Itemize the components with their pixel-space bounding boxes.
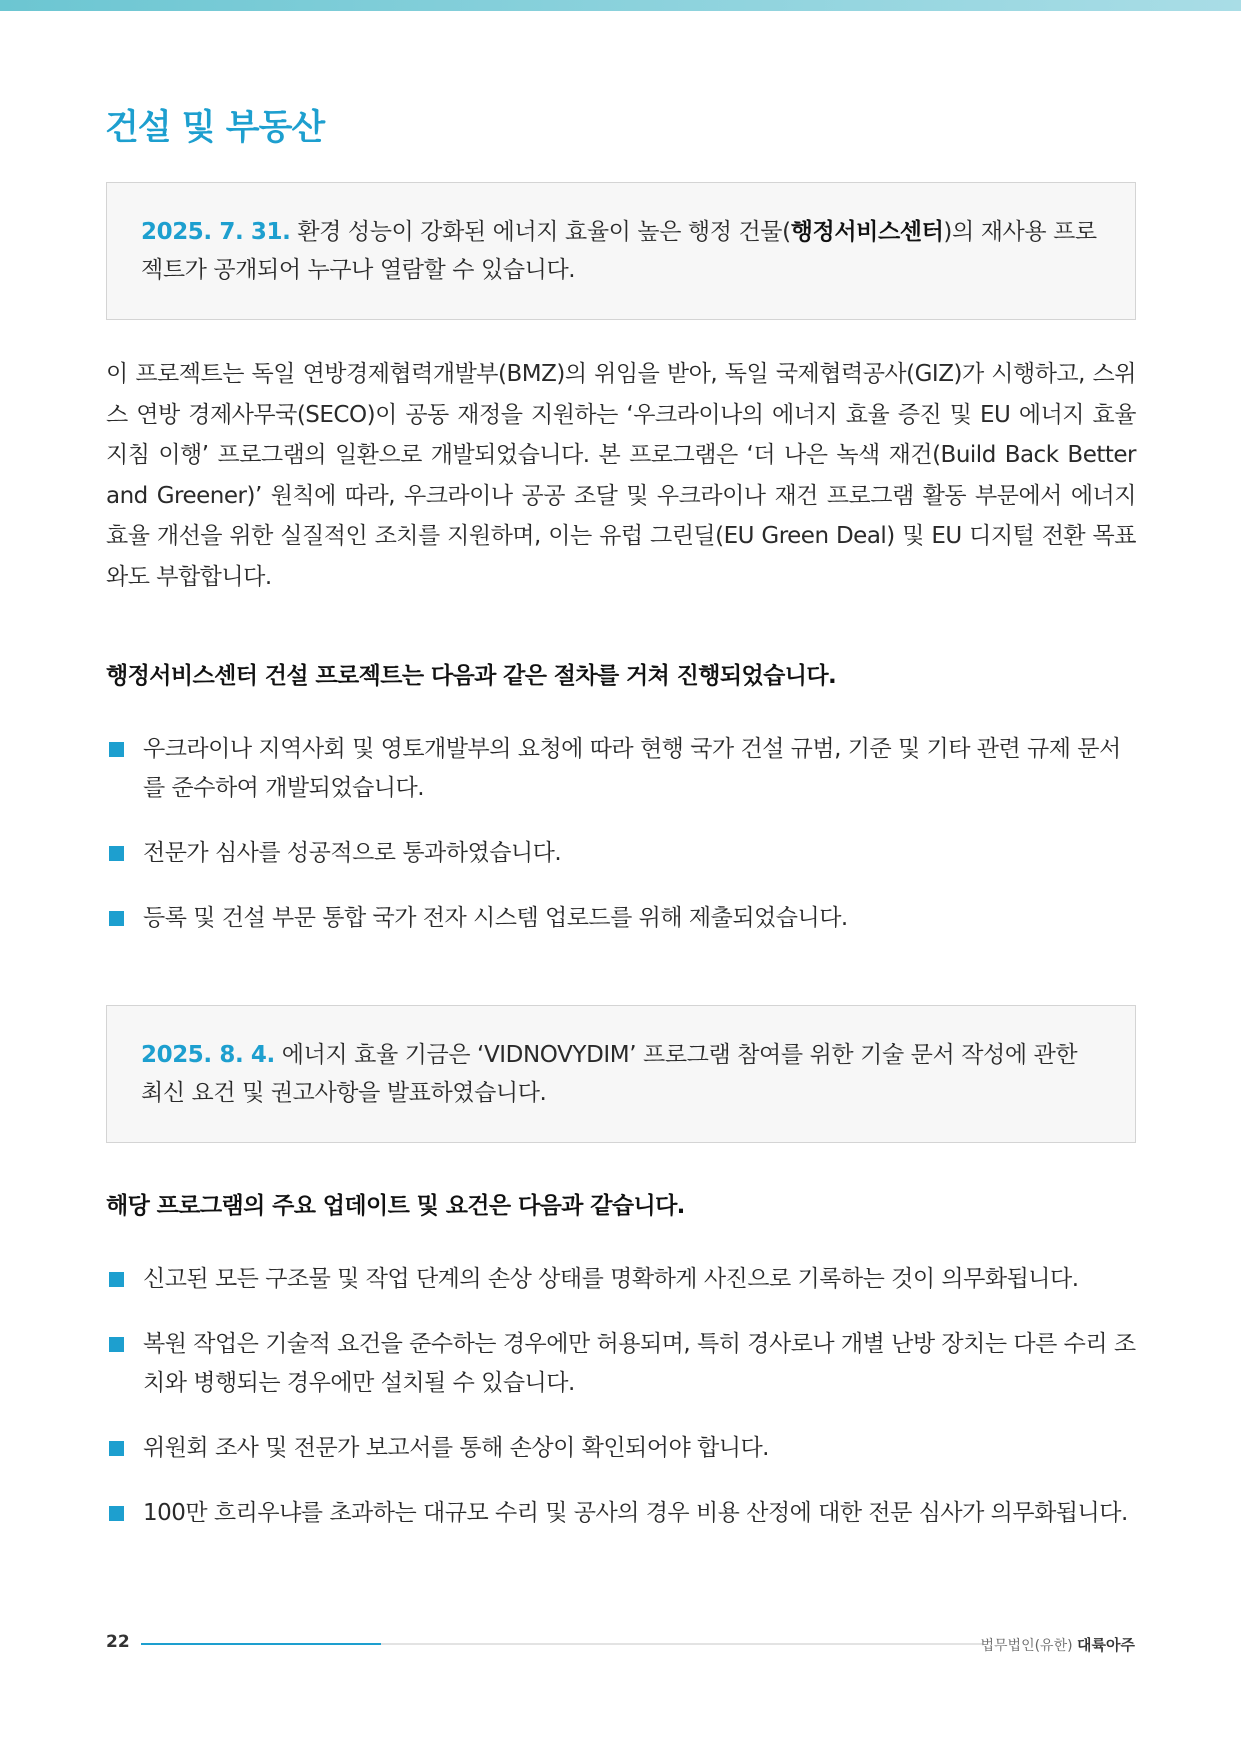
square-bullet-icon (109, 911, 124, 926)
procedure-heading: 행정서비스센터 건설 프로젝트는 다음과 같은 절차를 거쳐 진행되었습니다. (106, 663, 837, 689)
notice-bold-term: 행정서비스센터 (790, 219, 944, 245)
notice-text-1a: 환경 성능이 강화된 에너지 효율이 높은 행정 건물( (290, 219, 791, 245)
list-item: 우크라이나 지역사회 및 영토개발부의 요청에 따라 현행 국가 건설 규범, 기준 및 기타 관련 규제 문서를 준수하여 개발되었습니다. (106, 730, 1136, 808)
updates-heading: 해당 프로그램의 주요 업데이트 및 요건은 다음과 같습니다. (106, 1193, 685, 1219)
procedure-list (106, 730, 1136, 964)
list-item: 전문가 심사를 성공적으로 통과하였습니다. (106, 834, 1136, 873)
square-bullet-icon (109, 1506, 124, 1521)
list-item: 100만 흐리우냐를 초과하는 대규모 수리 및 공사의 경우 비용 산정에 대한 전문 심사가 의무화됩니다. (106, 1494, 1136, 1533)
square-bullet-icon (109, 1337, 124, 1352)
square-bullet-icon (109, 742, 124, 757)
notice-text-1b: )의 재사용 프로젝트가 공개되어 누구나 열람할 수 있습니다. (141, 219, 1097, 283)
square-bullet-icon (109, 1441, 124, 1456)
page-number: 22 (106, 1632, 130, 1652)
footer-divider (141, 1643, 983, 1645)
notice-date-2: 2025. 8. 4. (141, 1042, 275, 1068)
notice-date-1: 2025. 7. 31. (141, 219, 291, 245)
body-paragraph: 이 프로젝트는 독일 연방경제협력개발부(BMZ)의 위임을 받아, 독일 국제협력공사(GIZ)가 시행하고, 스위스 연방 경제사무국(SECO)이 공동 재정을 지원하는 ‘우크라이나의 에너지 효율 증진 및 EU 에너지 효율 지침 이행’ 프로그램의 일환으로 개발되었습니다. 본 프로그램은 ‘더 나은 녹색 재건(Build Back Better and Greener)’ 원칙에 따라, 우크라이나 공공 조달 및 우크라이나 재건 프로그램 활동 부문에서 에너지 효율 개선을 위한 실질적인 조치를 지원하며, 이는 유럽 그린딜(EU Green Deal) 및 EU 디지털 전환 목표와도 부합합니다. (106, 361, 1136, 590)
square-bullet-icon (109, 1272, 124, 1287)
section-title: 건설 및 부동산 (105, 108, 325, 148)
list-item: 복원 작업은 기술적 요건을 준수하는 경우에만 허용되며, 특히 경사로나 개별 난방 장치는 다른 수리 조치와 병행되는 경우에만 설치될 수 있습니다. (106, 1325, 1136, 1403)
brand-name: 대륙아주 (1077, 1636, 1135, 1654)
notice-text-2: 에너지 효율 기금은 ‘VIDNOVYDIM’ 프로그램 참여를 위한 기술 문서 작성에 관한 최신 요건 및 권고사항을 발표하였습니다. (141, 1042, 1078, 1106)
square-bullet-icon (109, 846, 124, 861)
updates-list (106, 1260, 1136, 1559)
notice-box-1 (106, 182, 1136, 320)
footer-brand (981, 1634, 1136, 1655)
list-item: 등록 및 건설 부문 통합 국가 전자 시스템 업로드를 위해 제출되었습니다. (106, 899, 1136, 938)
top-accent-bar (0, 0, 1241, 11)
notice-box-2 (106, 1005, 1136, 1143)
brand-prefix: 법무법인(유한) (980, 1638, 1073, 1654)
list-item: 위원회 조사 및 전문가 보고서를 통해 손상이 확인되어야 합니다. (106, 1429, 1136, 1468)
footer-divider-accent (141, 1643, 381, 1645)
list-item: 신고된 모든 구조물 및 작업 단계의 손상 상태를 명확하게 사진으로 기록하는 것이 의무화됩니다. (106, 1260, 1136, 1299)
